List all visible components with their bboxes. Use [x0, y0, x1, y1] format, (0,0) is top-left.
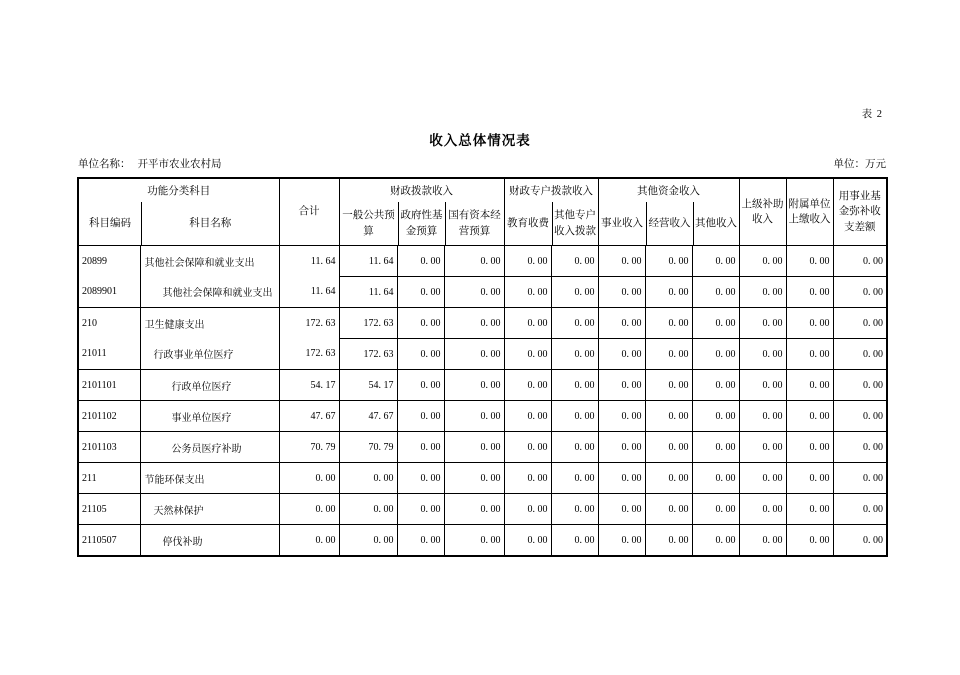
header-func-classification: [78, 178, 279, 246]
value-cell: 11. 64: [339, 246, 397, 277]
header-row: [78, 178, 887, 246]
subject-name-cell: 停伐补助: [140, 525, 279, 557]
value-cell: 0. 00: [645, 401, 692, 432]
value-cell: 0. 00: [833, 339, 887, 370]
value-cell: 0. 00: [739, 277, 786, 308]
value-cell: 0. 00: [692, 432, 739, 463]
value-cell: 0. 00: [645, 432, 692, 463]
value-cell: 0. 00: [645, 370, 692, 401]
header-total: 合计: [279, 178, 339, 246]
header-operating-income: 经营收入: [646, 202, 693, 245]
value-cell: 0. 00: [444, 370, 504, 401]
table-row: [78, 463, 887, 494]
subject-name-cell: 天然林保护: [140, 494, 279, 525]
subject-name-cell: 事业单位医疗: [140, 401, 279, 432]
unit-label: 单位：万元: [833, 159, 886, 170]
value-cell: 0. 00: [833, 246, 887, 277]
value-cell: 0. 00: [551, 277, 598, 308]
unit-name-value: 开平市农业农村局: [137, 159, 222, 170]
value-cell: 0. 00: [645, 277, 692, 308]
value-cell: 0. 00: [786, 525, 833, 557]
header-govt-fund-budget: 政府性基金预算: [398, 202, 445, 245]
subject-code-cell: 211: [78, 463, 140, 494]
subject-code-cell: 21105: [78, 494, 140, 525]
value-cell: 0. 00: [339, 525, 397, 557]
value-cell: 0. 00: [504, 525, 551, 557]
value-cell: 0. 00: [551, 525, 598, 557]
header-education-fee: 教育收费: [507, 217, 549, 229]
header-state-capital-budget: 国有资本经营预算: [445, 202, 504, 245]
header-business-income: 事业收入: [601, 217, 643, 229]
value-cell: 47. 67: [279, 401, 339, 432]
value-cell: 0. 00: [397, 308, 444, 339]
subject-code-cell: 210: [78, 308, 140, 339]
subject-name-cell: 行政事业单位医疗: [140, 339, 279, 370]
value-cell: 0. 00: [444, 494, 504, 525]
value-cell: 0. 00: [397, 246, 444, 277]
value-cell: 0. 00: [397, 401, 444, 432]
value-cell: 0. 00: [504, 277, 551, 308]
value-cell: 0. 00: [692, 463, 739, 494]
value-cell: 0. 00: [444, 339, 504, 370]
table-row: [78, 339, 887, 370]
value-cell: 0. 00: [598, 494, 645, 525]
value-cell: 0. 00: [444, 525, 504, 557]
unit-name-label: 单位名称：: [78, 159, 131, 170]
value-cell: 0. 00: [645, 339, 692, 370]
value-cell: 0. 00: [739, 494, 786, 525]
value-cell: 54. 17: [279, 370, 339, 401]
value-cell: 0. 00: [833, 494, 887, 525]
value-cell: 0. 00: [833, 308, 887, 339]
subject-code-cell: 2110507: [78, 525, 140, 557]
value-cell: 0. 00: [504, 308, 551, 339]
subject-code-cell: 2089901: [78, 277, 140, 308]
value-cell: 0. 00: [645, 494, 692, 525]
value-cell: 0. 00: [598, 401, 645, 432]
value-cell: 0. 00: [598, 246, 645, 277]
table-row: [78, 370, 887, 401]
value-cell: 0. 00: [279, 525, 339, 557]
subject-name-cell: 卫生健康支出: [140, 308, 279, 339]
value-cell: 0. 00: [692, 525, 739, 557]
value-cell: 172. 63: [279, 308, 339, 339]
meta-row: [78, 156, 886, 171]
table-row: [78, 525, 887, 557]
value-cell: 47. 67: [339, 401, 397, 432]
value-cell: 0. 00: [645, 308, 692, 339]
header-general-public-budget: 一般公共预算: [342, 210, 395, 237]
sheet-number-label: 表 2: [861, 109, 883, 120]
header-other-funds: [598, 178, 739, 246]
header-other-income: 其他收入: [693, 202, 739, 245]
table-row: [78, 246, 887, 277]
header-superior-subsidy: 上级补助收入: [739, 178, 786, 246]
value-cell: 0. 00: [504, 401, 551, 432]
value-cell: 70. 79: [339, 432, 397, 463]
value-cell: 0. 00: [833, 525, 887, 557]
value-cell: 0. 00: [786, 401, 833, 432]
value-cell: 0. 00: [551, 370, 598, 401]
header-subject-code: 科目编码: [89, 217, 131, 229]
value-cell: 0. 00: [444, 432, 504, 463]
value-cell: 0. 00: [833, 401, 887, 432]
subject-name-cell: 行政单位医疗: [140, 370, 279, 401]
subject-name-cell: 公务员医疗补助: [140, 432, 279, 463]
header-affiliated-unit: 附属单位上缴收入: [786, 178, 833, 246]
value-cell: 0. 00: [397, 277, 444, 308]
value-cell: 0. 00: [397, 370, 444, 401]
value-cell: 0. 00: [786, 246, 833, 277]
value-cell: 0. 00: [786, 339, 833, 370]
table-row: [78, 277, 887, 308]
value-cell: 172. 63: [339, 308, 397, 339]
value-cell: 0. 00: [551, 339, 598, 370]
value-cell: 0. 00: [598, 432, 645, 463]
value-cell: 0. 00: [833, 370, 887, 401]
value-cell: 0. 00: [786, 463, 833, 494]
value-cell: 11. 64: [339, 277, 397, 308]
value-cell: 0. 00: [397, 525, 444, 557]
value-cell: 0. 00: [504, 463, 551, 494]
subject-code-cell: 21011: [78, 339, 140, 370]
value-cell: 0. 00: [786, 308, 833, 339]
header-other-group-label: 其他资金收入: [637, 186, 700, 197]
header-fiscal-group-label: 财政拨款收入: [390, 186, 453, 197]
value-cell: 0. 00: [397, 463, 444, 494]
header-func-group-label: 功能分类科目: [147, 186, 211, 197]
value-cell: 0. 00: [598, 370, 645, 401]
table-row: [78, 494, 887, 525]
header-fiscal-appropriation: [339, 178, 504, 246]
table-row: [78, 401, 887, 432]
value-cell: 0. 00: [739, 525, 786, 557]
value-cell: 0. 00: [504, 494, 551, 525]
value-cell: 0. 00: [444, 246, 504, 277]
value-cell: 0. 00: [598, 525, 645, 557]
value-cell: 0. 00: [692, 494, 739, 525]
value-cell: 0. 00: [598, 339, 645, 370]
header-fund-offset-text: 用事业基金弥补收支差额: [838, 191, 881, 233]
value-cell: 0. 00: [279, 494, 339, 525]
subject-code-cell: 2101101: [78, 370, 140, 401]
value-cell: 0. 00: [833, 463, 887, 494]
value-cell: 0. 00: [551, 246, 598, 277]
value-cell: 0. 00: [786, 370, 833, 401]
value-cell: 0. 00: [692, 339, 739, 370]
value-cell: 11. 64: [279, 277, 339, 308]
header-fund-offset: [833, 178, 887, 246]
subject-code-cell: 20899: [78, 246, 140, 277]
value-cell: 172. 63: [339, 339, 397, 370]
value-cell: 0. 00: [786, 432, 833, 463]
value-cell: 0. 00: [339, 463, 397, 494]
subject-code-cell: 2101103: [78, 432, 140, 463]
value-cell: 0. 00: [504, 432, 551, 463]
value-cell: 0. 00: [739, 246, 786, 277]
value-cell: 0. 00: [692, 277, 739, 308]
value-cell: 0. 00: [786, 494, 833, 525]
value-cell: 0. 00: [692, 308, 739, 339]
value-cell: 0. 00: [645, 525, 692, 557]
value-cell: 0. 00: [504, 370, 551, 401]
value-cell: 0. 00: [598, 277, 645, 308]
value-cell: 0. 00: [645, 246, 692, 277]
subject-code-cell: 2101102: [78, 401, 140, 432]
value-cell: 0. 00: [397, 494, 444, 525]
value-cell: 0. 00: [833, 432, 887, 463]
value-cell: 0. 00: [444, 277, 504, 308]
value-cell: 0. 00: [739, 432, 786, 463]
value-cell: 0. 00: [444, 308, 504, 339]
header-special-group-label: 财政专户拨款收入: [509, 186, 593, 197]
subject-name-cell: 其他社会保障和就业支出: [140, 277, 279, 308]
value-cell: 70. 79: [279, 432, 339, 463]
table-row: [78, 432, 887, 463]
value-cell: 0. 00: [645, 463, 692, 494]
value-cell: 0. 00: [551, 432, 598, 463]
value-cell: 0. 00: [551, 463, 598, 494]
value-cell: 0. 00: [504, 339, 551, 370]
value-cell: 0. 00: [739, 308, 786, 339]
header-special-account: [504, 178, 598, 246]
value-cell: 0. 00: [279, 463, 339, 494]
value-cell: 11. 64: [279, 246, 339, 277]
value-cell: 0. 00: [598, 463, 645, 494]
subject-name-cell: 节能环保支出: [140, 463, 279, 494]
value-cell: 0. 00: [551, 494, 598, 525]
value-cell: 0. 00: [551, 401, 598, 432]
value-cell: 0. 00: [786, 277, 833, 308]
subject-name-cell: 其他社会保障和就业支出: [140, 246, 279, 277]
value-cell: 0. 00: [739, 370, 786, 401]
value-cell: 0. 00: [339, 494, 397, 525]
value-cell: 0. 00: [739, 463, 786, 494]
value-cell: 0. 00: [444, 463, 504, 494]
header-other-special-account: 其他专户收入拨款: [552, 202, 598, 245]
income-overview-table: [77, 177, 888, 557]
value-cell: 54. 17: [339, 370, 397, 401]
value-cell: 0. 00: [504, 246, 551, 277]
value-cell: 0. 00: [551, 308, 598, 339]
value-cell: 0. 00: [397, 432, 444, 463]
value-cell: 0. 00: [692, 401, 739, 432]
value-cell: 0. 00: [692, 246, 739, 277]
value-cell: 0. 00: [739, 339, 786, 370]
value-cell: 0. 00: [444, 401, 504, 432]
value-cell: 0. 00: [397, 339, 444, 370]
value-cell: 0. 00: [692, 370, 739, 401]
table-row: [78, 308, 887, 339]
value-cell: 0. 00: [598, 308, 645, 339]
header-subject-name: 科目名称: [141, 202, 279, 245]
value-cell: 0. 00: [739, 401, 786, 432]
page-title: 收入总体情况表: [429, 133, 531, 148]
value-cell: 172. 63: [279, 339, 339, 370]
value-cell: 0. 00: [833, 277, 887, 308]
